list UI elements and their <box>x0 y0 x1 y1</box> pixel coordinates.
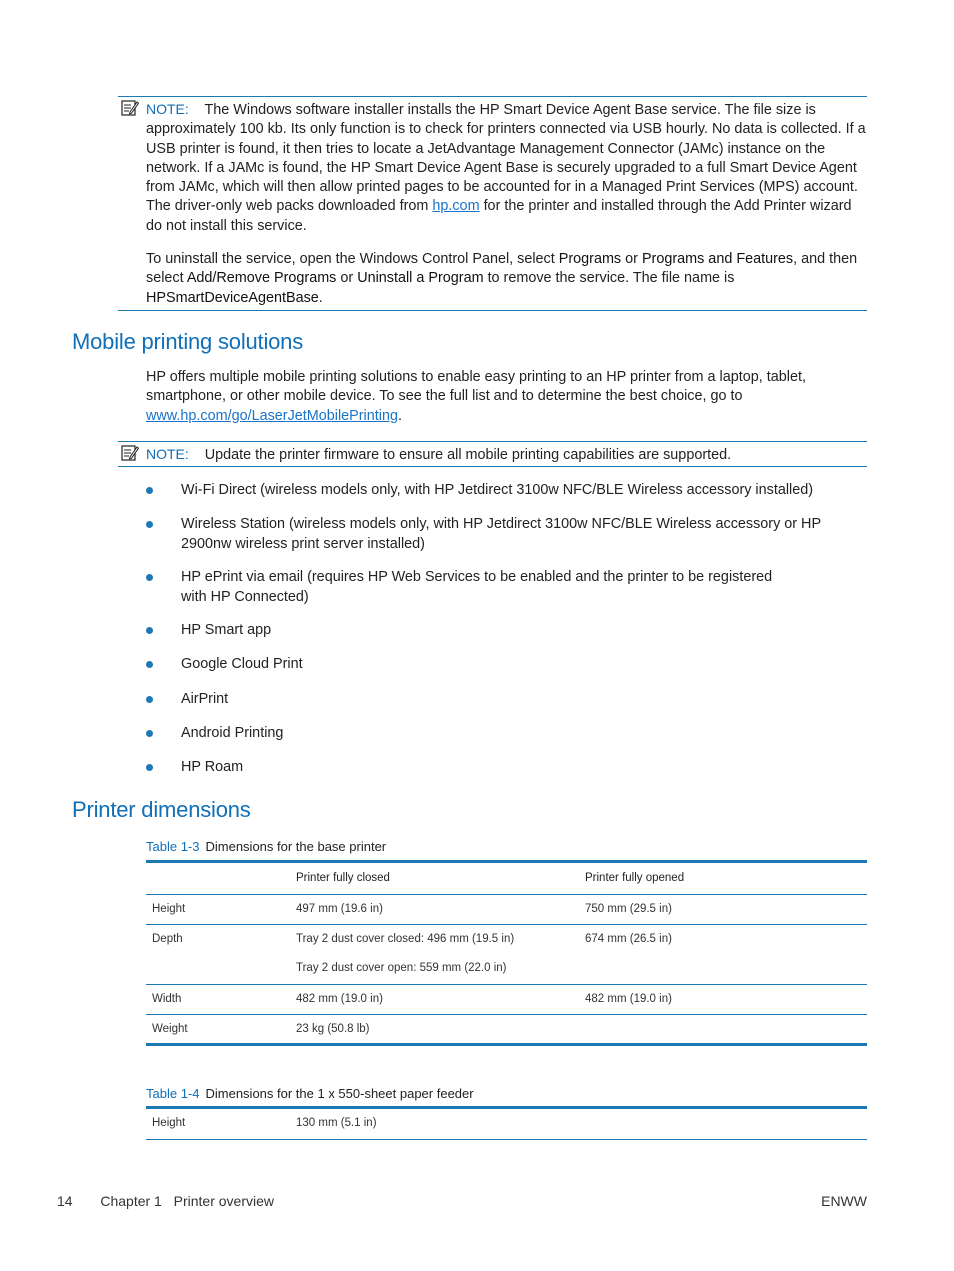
bullet-icon <box>146 764 153 771</box>
table-title: Dimensions for the 1 x 550-sheet paper feeder <box>205 1086 474 1101</box>
bullet-icon <box>146 661 153 668</box>
table-cell: Height <box>146 894 290 924</box>
note-paragraph <box>146 100 866 236</box>
table-header-cell: Printer fully opened <box>579 863 867 894</box>
table-number: Table 1-4 <box>146 1086 200 1101</box>
mobile-intro <box>146 368 866 426</box>
table-row <box>146 984 867 1014</box>
bullet-icon <box>146 696 153 703</box>
footer-left <box>57 1193 274 1209</box>
bullet-icon <box>146 574 153 581</box>
table-cell <box>579 1014 867 1044</box>
mobile-intro-end: . <box>397 407 402 424</box>
bullet-text: Wi-Fi Direct (wireless models only, with HP Jetdirect 3100w NFC/BLE Wireless accessory installed) <box>181 482 814 498</box>
uninstall-text: To uninstall the service, open the Windows Control Panel, select <box>146 251 555 267</box>
note-text: The Windows software installer installs the HP Smart Device Agent Base service. The file size is approximately 100 kb. Its only function is to check for printers connected via USB hourly. No data is collected. If a USB printer is found, it then tries to locate a JetAdvantage Management Connector (JAMc) instance on the network. If a JAMc is found, the HP Smart Device Agent Base is securely upgraded to a full Smart Device Agent from JAMc, which will then allow printed pages to be accounted for in a Managed Print Services (MPS) account. The driver-only web packs downloaded from <box>146 102 866 215</box>
uninstall-text: or <box>340 270 354 287</box>
bullet-text: Android Printing <box>181 725 284 741</box>
table-cell: 482 mm (19.0 in) <box>290 984 579 1014</box>
table-row <box>146 1014 867 1044</box>
table-header-cell <box>146 863 290 894</box>
note-label: NOTE: <box>146 446 189 462</box>
table-cell: 482 mm (19.0 in) <box>579 984 867 1014</box>
table-cell: 130 mm (5.1 in) <box>290 1109 867 1139</box>
table-title: Dimensions for the base printer <box>205 839 387 854</box>
table-row <box>146 1109 867 1139</box>
table-row <box>146 924 867 954</box>
uninstall-text: or <box>625 251 638 267</box>
bullet-icon <box>146 730 153 737</box>
bullet-text: Google Cloud Print <box>181 656 303 672</box>
dimensions-table-feeder <box>146 1109 867 1140</box>
ui-term-add-remove: Add/Remove Programs <box>186 270 337 287</box>
bullet-text: AirPrint <box>181 691 229 707</box>
table-number: Table 1-3 <box>146 839 200 854</box>
ui-term-uninstall: Uninstall a Program <box>357 270 484 287</box>
table-cell: 674 mm (26.5 in) <box>585 932 672 945</box>
table-cell <box>579 954 867 984</box>
note-box-installer <box>118 96 867 311</box>
table-cell: Height <box>146 1109 290 1139</box>
bullet-text: HP Smart app <box>181 622 272 638</box>
note-icon <box>121 444 139 462</box>
mobile-printing-link[interactable]: www.hp.com/go/LaserJetMobilePrinting <box>146 407 398 424</box>
firmware-note <box>146 445 866 465</box>
bullet-text: HP ePrint via email (requires HP Web Services to be enabled and the printer to be registered with HP Connected) <box>181 569 773 605</box>
bullet-text: Wireless Station (wireless models only, with HP Jetdirect 3100w NFC/BLE Wireless accessory or HP 2900nw wireless print server installed) <box>181 516 821 552</box>
note-text: Update the printer firmware to ensure all mobile printing capabilities are supported. <box>204 447 732 463</box>
heading-mobile-printing: Mobile printing solutions <box>72 329 304 354</box>
table-caption-1-4 <box>146 1086 474 1101</box>
dimensions-table-base <box>146 863 867 1044</box>
table-header-row <box>146 863 867 894</box>
note-label: NOTE: <box>146 101 189 117</box>
uninstall-paragraph <box>146 250 866 308</box>
page-number: 14 <box>57 1193 73 1209</box>
table-cell: Tray 2 dust cover closed: 496 mm (19.5 in) <box>296 932 515 945</box>
table-cell: Weight <box>152 1022 188 1035</box>
table-row <box>146 954 867 984</box>
table-bottom-rule <box>146 1043 867 1046</box>
hp-com-link[interactable]: hp.com <box>432 198 480 215</box>
ui-term-programs: Programs <box>558 251 622 267</box>
table-cell <box>146 954 290 984</box>
table-cell: Depth <box>152 932 183 945</box>
table-cell: Tray 2 dust cover open: 559 mm (22.0 in) <box>290 954 579 984</box>
bullet-icon <box>146 487 153 494</box>
uninstall-text: to remove the service. The file name is <box>487 270 735 287</box>
note-text-after: for the printer and installed through the Add Printer wizard do not install this service. <box>146 198 852 234</box>
chapter-title: Printer overview <box>173 1193 274 1209</box>
bullet-icon <box>146 521 153 528</box>
bullet-icon <box>146 627 153 634</box>
table-header-cell: Printer fully closed <box>290 863 579 894</box>
table-cell: Width <box>146 984 290 1014</box>
mobile-intro-text: HP offers multiple mobile printing solutions to enable easy printing to an HP printer from a laptop, tablet, smartphone, or other mobile device. To see the full list and to determine the best choice, go to <box>146 369 806 405</box>
table-caption-1-3 <box>146 839 386 854</box>
uninstall-text: , and then select <box>146 251 858 287</box>
note-icon <box>121 99 139 117</box>
heading-printer-dimensions: Printer dimensions <box>72 797 251 822</box>
table-row <box>146 894 867 924</box>
footer-right: ENWW <box>821 1193 867 1209</box>
ui-term-filename: HPSmartDeviceAgentBase <box>146 289 319 306</box>
bullet-text: HP Roam <box>181 759 244 775</box>
table-cell: 23 kg (50.8 lb) <box>296 1022 370 1035</box>
note-box-firmware <box>118 441 867 467</box>
ui-term-programs-features: Programs and Features <box>641 251 794 267</box>
table-cell: 750 mm (29.5 in) <box>579 894 867 924</box>
uninstall-text: . <box>318 289 323 306</box>
chapter-label: Chapter 1 <box>100 1193 162 1209</box>
table-cell: 497 mm (19.6 in) <box>290 894 579 924</box>
